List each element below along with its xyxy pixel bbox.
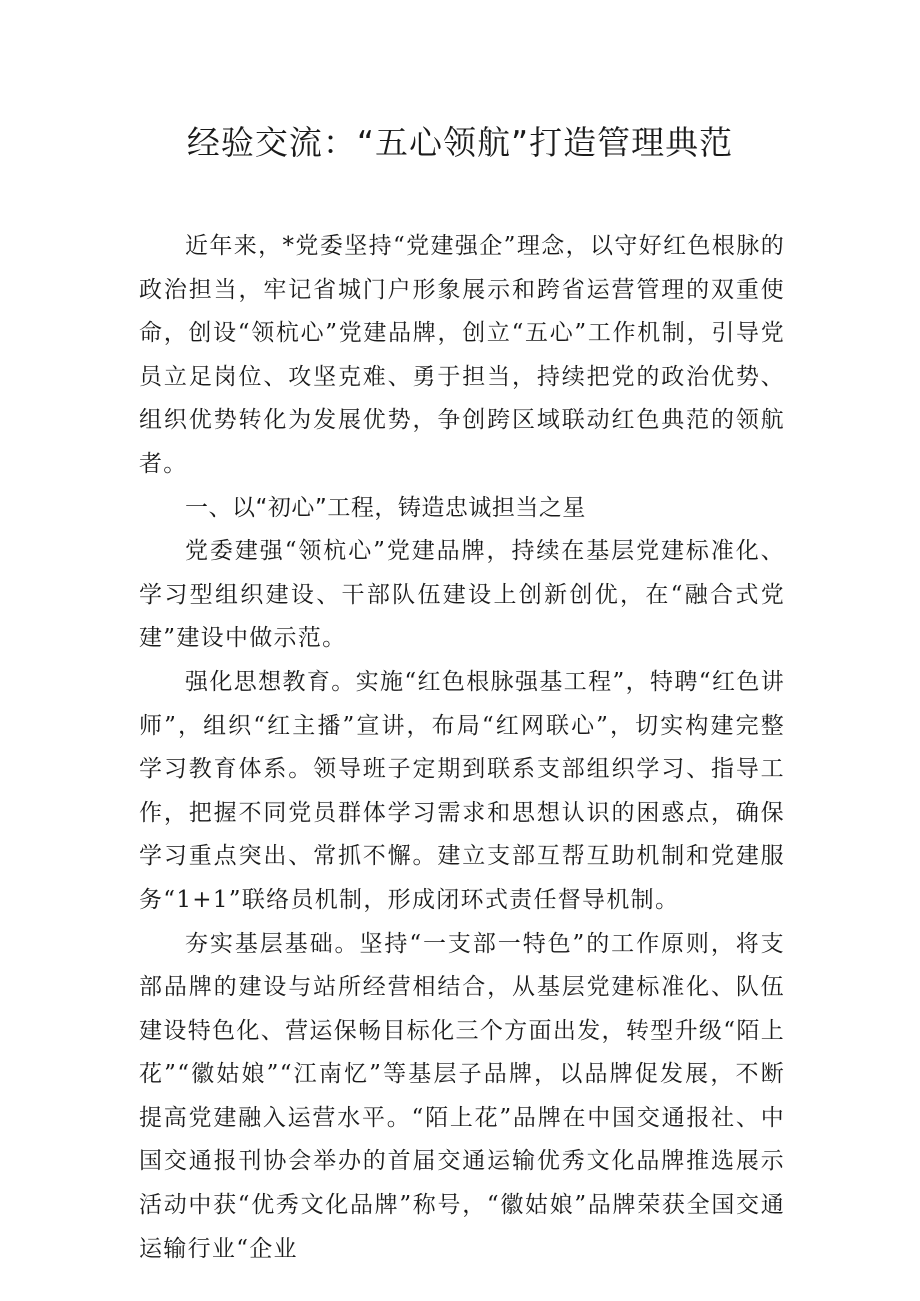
body-paragraph: 党委建强“领杭心”党建品牌，持续在基层党建标准化、学习型组织建设、干部队伍建设上创新创优，在“融合式党建”建设中做示范。 (139, 538, 785, 652)
body-paragraph: 夯实基层基础。坚持“一支部一特色”的工作原则，将支部品牌的建设与站所经营相结合，从基层党建标准化、队伍建设特色化、营运保畅目标化三个方面出发，转型升级“陌上花”“徽姑娘”“江南忆”等基层子品牌，以品牌促发展，不断提高党建融入运营水平。“陌上花”品牌在中国交通报社、中国交通报刊协会举办的首届交通运输优秀文化品牌推选展示活动中获“优秀文化品牌”称号，“徽姑娘”品牌荣获全国交通运输行业“企业 (139, 930, 785, 1262)
document-body (139, 225, 785, 1271)
document-title: 经验交流：“五心领航”打造管理典范 (186, 123, 734, 162)
section-heading: 一、以“初心”工程，铸造忠诚担当之星 (185, 494, 586, 521)
body-paragraph: 强化思想教育。实施“红色根脉强基工程”，特聘“红色讲师”，组织“红主播”宣讲，布局“红网联心”，切实构建完整学习教育体系。领导班子定期到联系支部组织学习、指导工作，把握不同党员群体学习需求和思想认识的困惑点，确保学习重点突出、常抓不懈。建立支部互帮互助机制和党建服务“1+1”联络员机制，形成闭环式责任督导机制。 (139, 668, 785, 913)
intro-paragraph: 近年来，*党委坚持“党建强企”理念，以守好红色根脉的政治担当，牢记省城门户形象展示和跨省运营管理的双重使命，创设“领杭心”党建品牌，创立“五心”工作机制，引导党员立足岗位、攻坚克难、勇于担当，持续把党的政治优势、组织优势转化为发展优势，争创跨区域联动红色典范的领航者。 (139, 233, 785, 477)
